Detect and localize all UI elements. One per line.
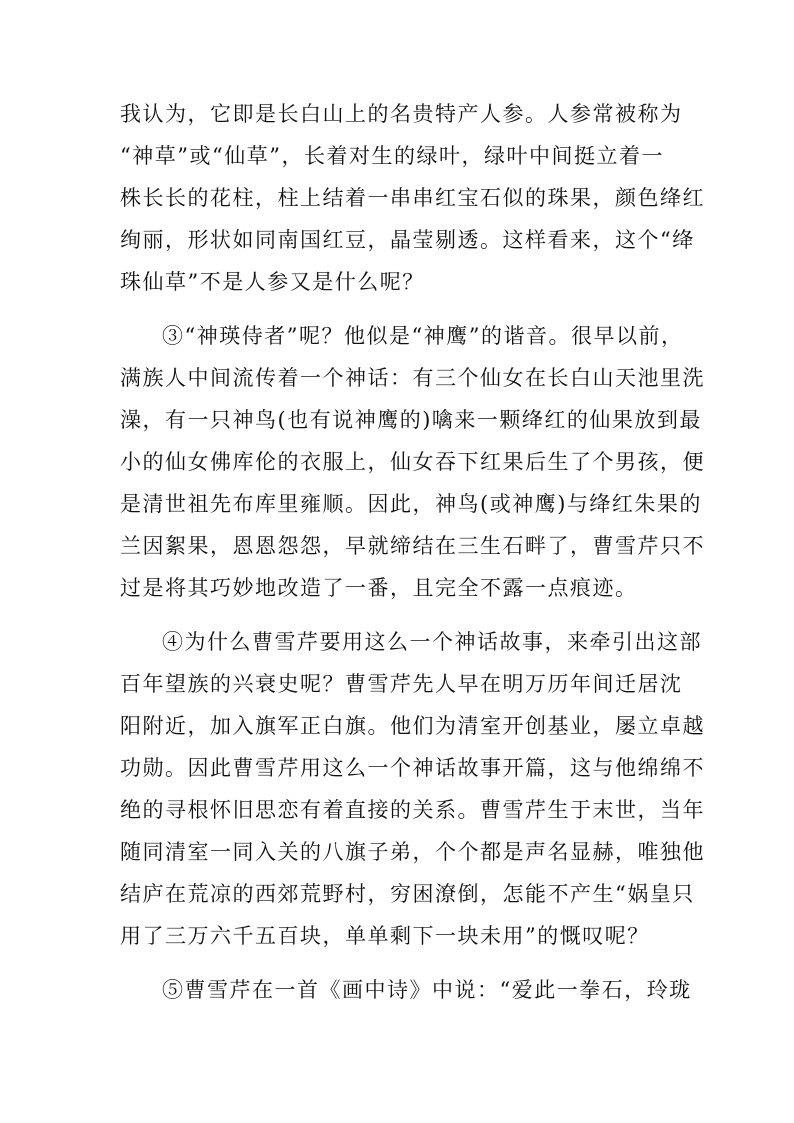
text-line: 随同清室一同入关的八旗子弟，个个都是声名显赫，唯独他	[120, 840, 705, 864]
text-line: 兰因絮果，恩恩怨怨，早就缔结在三生石畔了，曹雪芹只不	[120, 534, 705, 558]
text-line: 功勋。因此曹雪芹用这么一个神话故事开篇，这与他绵绵不	[120, 756, 705, 780]
paragraph-first-line: ⑤曹雪芹在一首《画中诗》中说：“爱此一拳石，玲珑	[162, 978, 692, 1002]
text-line: 绝的寻根怀旧思恋有着直接的关系。曹雪芹生于末世，当年	[120, 798, 705, 822]
text-line: 是清世祖先布库里雍顺。因此，神鸟(或神鹰)与绛红朱果的	[120, 492, 702, 516]
text-line: 百年望族的兴衰史呢？曹雪芹先人早在明万历年间迁居沈	[120, 672, 683, 696]
text-line: 澡，有一只神鸟(也有说神鹰的)噙来一颗绛红的仙果放到最	[120, 408, 702, 432]
text-line: 过是将其巧妙地改造了一番，且完全不露一点痕迹。	[120, 576, 638, 600]
text-line: 小的仙女佛库伦的衣服上，仙女吞下红果后生了个男孩，便	[120, 450, 705, 474]
paragraph-first-line: ④为什么曹雪芹要用这么一个神话故事，来牵引出这部	[162, 630, 702, 654]
text-line: 用了三万六千五百块，单单剩下一块未用”的慨叹呢？	[120, 924, 650, 948]
text-line: 满族人中间流传着一个神话：有三个仙女在长白山天池里洗	[120, 366, 705, 390]
paragraph-first-line: ③“神瑛侍者”呢？他似是“神鹰”的谐音。很早以前，	[162, 324, 684, 348]
text-line: 株长长的花柱，柱上结着一串串红宝石似的珠果，颜色绛红	[120, 186, 705, 210]
text-line: 我认为，它即是长白山上的名贵特产人参。人参常被称为	[120, 102, 683, 126]
text-line: “神草”或“仙草”，长着对生的绿叶，绿叶中间挺立着一	[120, 144, 664, 168]
text-line: 结庐在荒凉的西郊荒野村，穷困潦倒，怎能不产生“娲皇只	[120, 882, 695, 906]
text-line: 阳附近，加入旗军正白旗。他们为清室开创基业，屡立卓越	[120, 714, 705, 738]
text-line: 绚丽，形状如同南国红豆，晶莹剔透。这样看来，这个“绛	[120, 228, 695, 252]
text-line: 珠仙草”不是人参又是什么呢？	[120, 270, 425, 294]
